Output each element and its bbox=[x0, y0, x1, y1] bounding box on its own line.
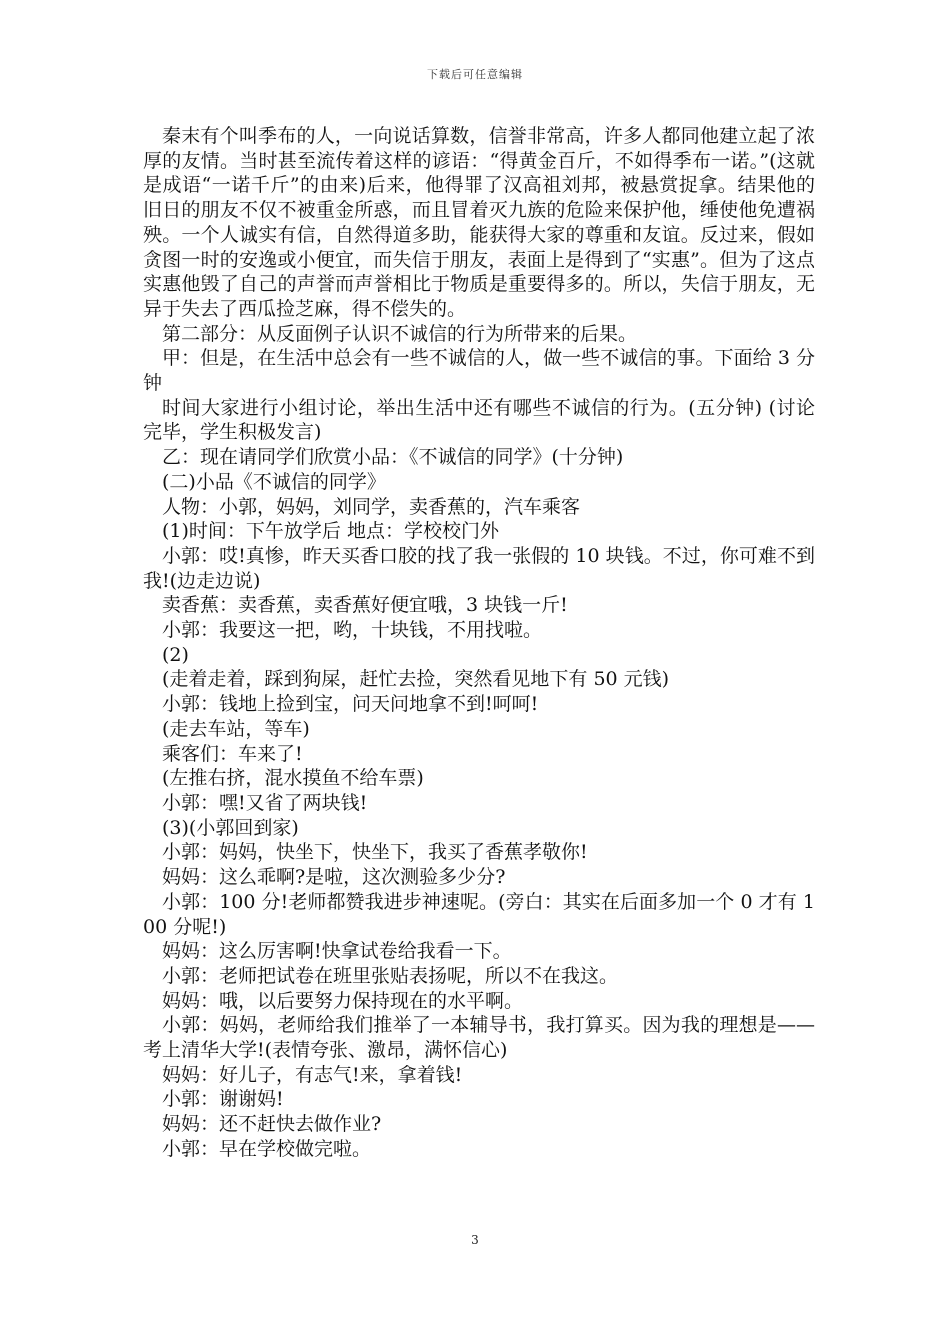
page-header: 下载后可任意编辑 bbox=[427, 68, 523, 81]
dialogue-line: 小郭：谢谢妈! bbox=[162, 1088, 284, 1111]
paragraph-scene-2: (2) bbox=[162, 643, 189, 666]
dialogue-line: 妈妈：这么厉害啊!快拿试卷给我看一下。 bbox=[162, 940, 512, 963]
dialogue-line: 小郭：钱地上捡到宝，问天问地拿不到!呵呵! bbox=[162, 693, 539, 716]
paragraph-discussion: 时间大家进行小组讨论，举出生活中还有哪些不诚信的行为。(五分钟) (讨论完毕，学生积极发言) bbox=[143, 396, 815, 444]
dialogue-line: 妈妈：好儿子，有志气!来，拿着钱! bbox=[162, 1063, 463, 1086]
dialogue-line: 小郭：早在学校做完啦。 bbox=[162, 1137, 372, 1160]
dialogue-line: 卖香蕉：卖香蕉，卖香蕉好便宜哦，3 块钱一斤! bbox=[162, 594, 568, 617]
dialogue-line: 小郭：嘿!又省了两块钱! bbox=[162, 791, 368, 814]
dialogue-line: 妈妈：还不赶快去做作业? bbox=[162, 1113, 382, 1136]
dialogue-line: 小郭：哎!真惨，昨天买香口胶的找了我一张假的 10 块钱。不过，你可难不到我!(边走边说) bbox=[143, 544, 815, 592]
paragraph-scene-1: (1)时间：下午放学后 地点：学校校门外 bbox=[162, 520, 499, 543]
dialogue-line: 小郭：我要这一把，哟，十块钱，不用找啦。 bbox=[162, 619, 543, 642]
stage-direction: (走着走着，踩到狗屎，赶忙去捡，突然看见地下有 50 元钱) bbox=[162, 668, 670, 691]
page-number: 3 bbox=[471, 1233, 479, 1247]
paragraph-skit-title: (二)小品《不诚信的同学》 bbox=[162, 470, 386, 493]
dialogue-line: 妈妈：哦，以后要努力保持现在的水平啊。 bbox=[162, 989, 524, 1012]
paragraph-ji-bu-story: 秦末有个叫季布的人，一向说话算数，信誉非常高，许多人都同他建立起了浓厚的友情。当时甚至流传着这样的谚语：“得黄金百斤，不如得季布一诺。”(这就是成语“一诺千斤”的由来)后来，他得罪了汉高祖刘邦，被悬赏捉拿。结果他的旧日的朋友不仅不被重金所惑，而且冒着灭九族的危险来保护他，缍使他免遭祸殃。一个人诚实有信，自然得道多助，能获得大家的尊重和友谊。反过来，假如贪图一时的安逸或小便宜，而失信于朋友，表面上是得到了“实惠”。但为了这点实惠他毁了自己的声誉而声誉相比于物质是重要得多的。所以，失信于朋友，无异于失去了西瓜捡芝麻，得不偿失的。 bbox=[143, 125, 815, 320]
paragraph-characters: 人物：小郭，妈妈，刘同学，卖香蕉的，汽车乘客 bbox=[162, 495, 581, 518]
dialogue-line: 小郭：妈妈，老师给我们推举了一本辅导书，我打算买。因为我的理想是——考上清华大学!(表情夸张、激昂，满怀信心) bbox=[143, 1014, 815, 1062]
dialogue-line: 乘客们：车来了! bbox=[162, 742, 303, 765]
dialogue-line: 小郭：老师把试卷在班里张贴表扬呢，所以不在我这。 bbox=[162, 964, 619, 987]
paragraph-part-two-heading: 第二部分：从反面例子认识不诚信的行为所带来的后果。 bbox=[162, 322, 638, 345]
dialogue-line: 小郭：妈妈，快坐下，快坐下，我买了香蕉孝敬你! bbox=[162, 841, 588, 864]
dialogue-line: 小郭：100 分!老师都赞我进步神速呢。(旁白：其实在后面多加一个 0 才有 100 分呢!) bbox=[143, 890, 815, 938]
document-body bbox=[143, 124, 815, 1162]
stage-direction: (走去车站，等车) bbox=[162, 717, 310, 740]
paragraph-yi-intro: 乙：现在请同学们欣赏小品：《不诚信的同学》(十分钟) bbox=[162, 446, 624, 469]
stage-direction: (左推右挤，混水摸鱼不给车票) bbox=[162, 767, 424, 790]
dialogue-line: 妈妈：这么乖啊?是啦，这次测验多少分? bbox=[162, 866, 506, 889]
paragraph-jia-intro: 甲：但是，在生活中总会有一些不诚信的人，做一些不诚信的事。下面给 3 分钟 bbox=[143, 347, 815, 395]
paragraph-scene-3: (3)(小郭回到家) bbox=[162, 816, 299, 839]
